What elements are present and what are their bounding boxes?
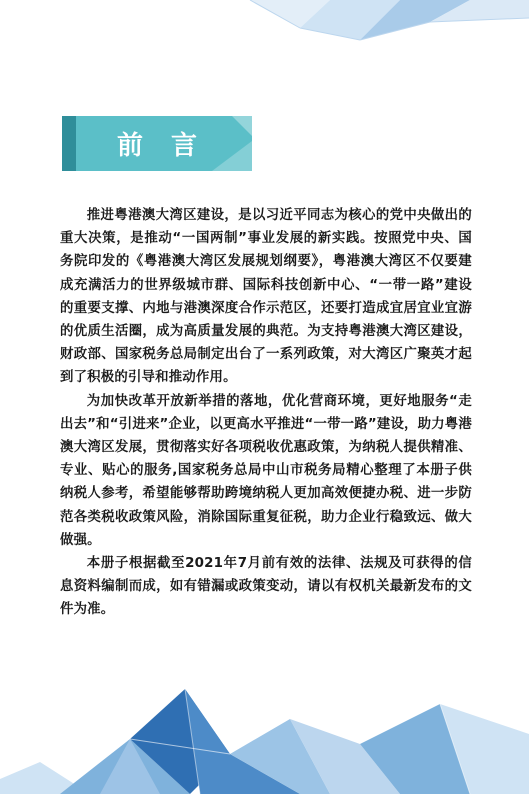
top-decoration — [0, 0, 529, 60]
page-title: 前言 — [116, 131, 225, 161]
paragraph-3: 本册子根据截至2021年7月前有效的法律、法规及可获得的信息资料编制而成，如有错漏或政策变动，请以有权机关最新发布的文件为准。 — [60, 556, 472, 618]
bottom-mountain-decoration — [0, 684, 529, 794]
paragraph-1: 推进粤港澳大湾区建设，是以习近平同志为核心的党中央做出的重大决策，是推动“一国两制”事业发展的新实践。按照党中央、国务院印发的《粤港澳大湾区发展规划纲要》，粤港澳大湾区不仅要建成充满活力的世界级城市群、国际科技创新中心、“一带一路”建设的重要支撑、内地与港澳深度合作示范区，还要打造成宜居宜业宜游的优质生活圈，成为高质量发展的典范。为支持粤港澳大湾区建设，财政部、国家税务总局制定出台了一系列政策，对大湾区广聚英才起到了积极的引导和推动作用。 — [60, 208, 472, 386]
preface-body — [60, 204, 472, 622]
heading-banner — [62, 116, 252, 171]
paragraph-2: 为加快改革开放新举措的落地，优化营商环境，更好地服务“走出去”和“引进来”企业，以更高水平推进“一带一路”建设，助力粤港澳大湾区发展，贯彻落实好各项税收优惠政策，为纳税人提供精准、专业、贴心的服务,国家税务总局中山市税务局精心整理了本册子供纳税人参考，希望能够帮助跨境纳税人更加高效便捷办税、进一步防范各类税收政策风险，消除国际重复征税，助力企业行稳致远、做大做强。 — [60, 393, 472, 548]
